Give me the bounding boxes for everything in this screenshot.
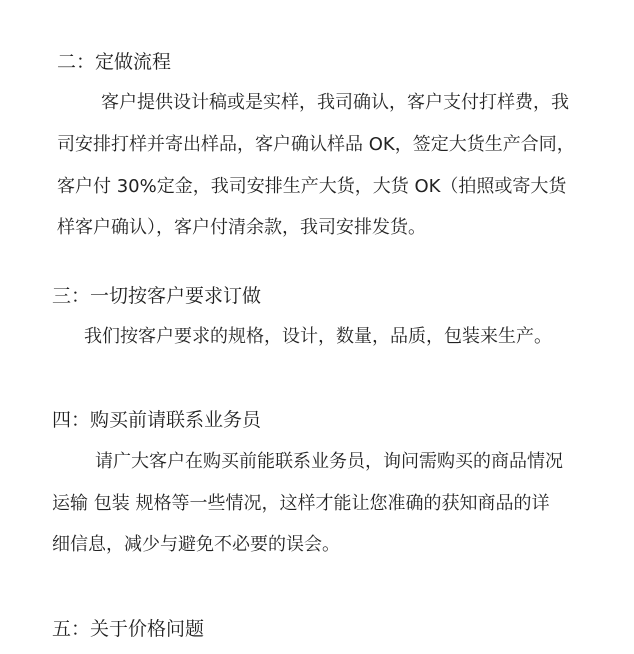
section-2-line-4: 样客户确认），客户付清余款，我司安排发货。 [57,217,426,238]
section-4-line-2: 运输 包装 规格等一些情况，这样才能让您准确的获知商品的详 [52,493,550,514]
section-2-line-2: 司安排打样并寄出样品，客户确认样品 OK，签定大货生产合同， [57,134,575,155]
section-2-line-3: 客户付 30%定金，我司安排生产大货，大货 OK（拍照或寄大货 [57,176,567,197]
section-3-line-1: 我们按客户要求的规格，设计，数量，品质，包装来生产。 [84,326,552,347]
section-4-line-3: 细信息，减少与避免不必要的误会。 [52,534,340,555]
section-2-line-1: 客户提供设计稿或是实样，我司确认，客户支付打样费，我 [101,92,569,113]
section-3-heading: 三：一切按客户要求订做 [52,285,262,307]
section-5-heading: 五：关于价格问题 [52,618,205,640]
section-4-line-1: 请广大客户在购买前能联系业务员，询问需购买的商品情况 [95,451,563,472]
section-4-heading: 四：购买前请联系业务员 [52,409,262,431]
section-2-heading: 二：定做流程 [57,51,172,73]
